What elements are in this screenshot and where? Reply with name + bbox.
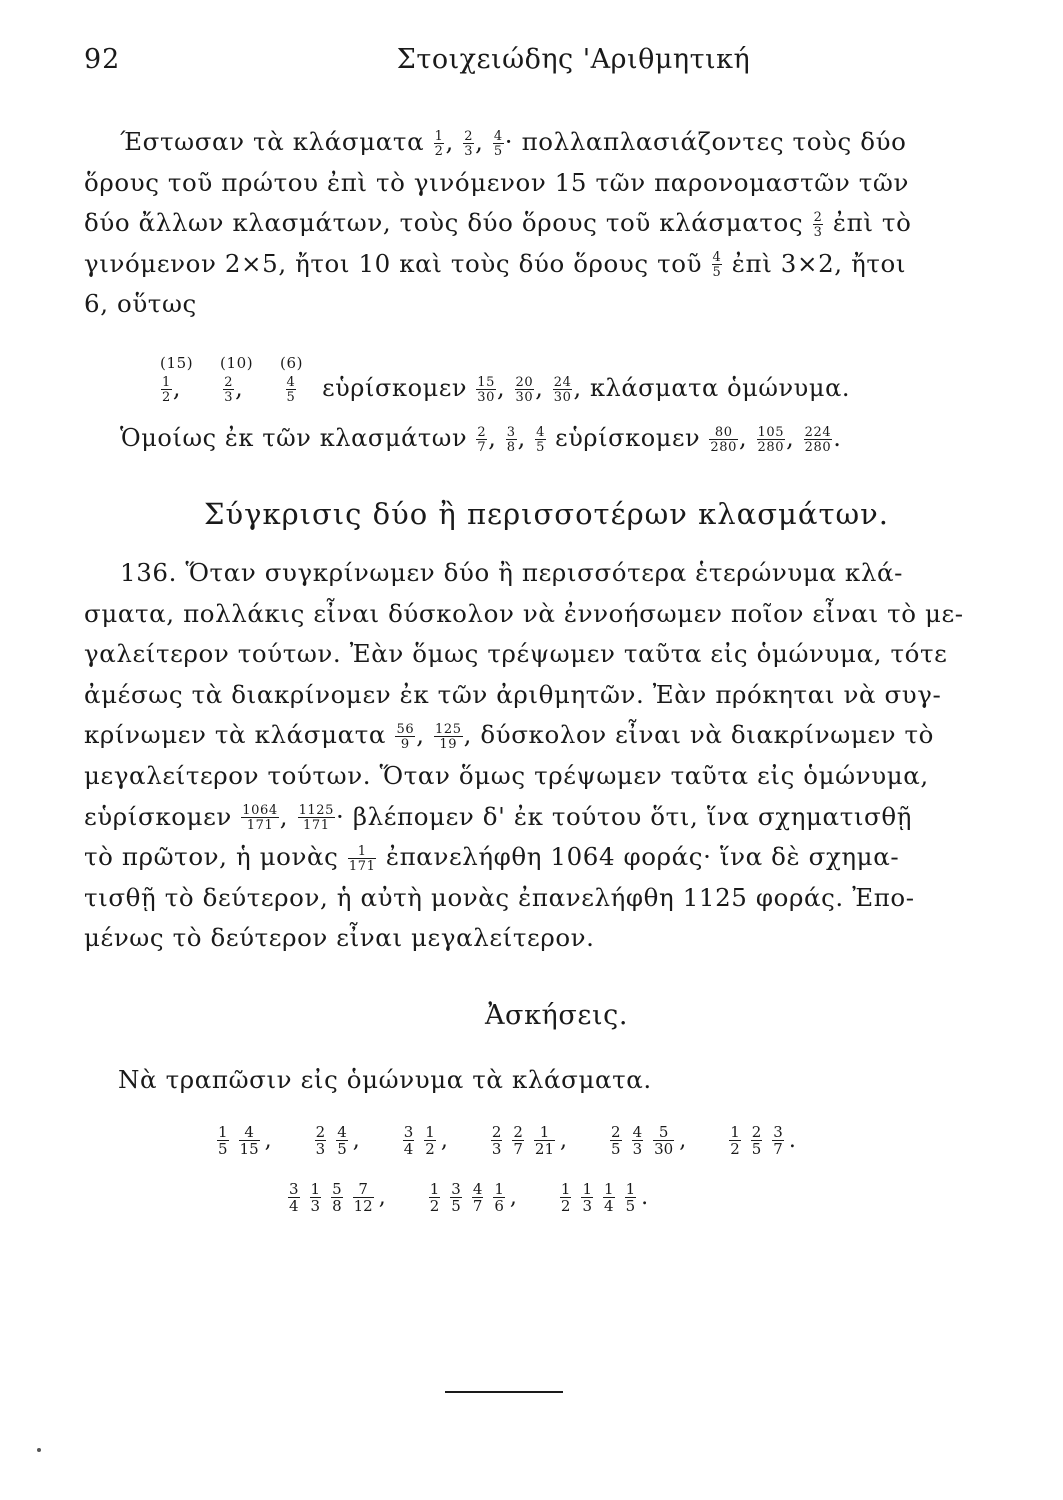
text-line: Έστωσαν τὰ κλάσματα $\frac{1}{2}$ , $\frac{2}{3}$ , $\frac{4}{5}$ · πολλαπλασιάζοντες τοὺς δύο xyxy=(120,127,907,159)
text-line: σματα, πολλάκις εἶναι δύσκολον νὰ ἐννοήσωμεν ποῖον εἶναι τὸ με- xyxy=(84,598,964,628)
exercises-title: Ἀσκήσεις. xyxy=(484,1000,629,1031)
fraction: $\frac{15}{30}$ xyxy=(477,374,496,405)
paragraph-136 xyxy=(84,553,1044,959)
fraction: $\frac{1}{3}$ xyxy=(582,1180,593,1215)
fraction: $\frac{1}{2}$ xyxy=(425,1123,435,1158)
fraction: $\frac{5}{8}$ xyxy=(332,1180,342,1215)
fraction: $\frac{1}{6}$ xyxy=(494,1180,504,1215)
fraction: $\frac{3}{4}$ xyxy=(403,1123,414,1158)
fraction: $\frac{1}{171}$ xyxy=(348,843,376,874)
fraction: $\frac{2}{3}$ xyxy=(813,209,823,240)
fraction: $\frac{224}{280}$ xyxy=(804,424,832,455)
fraction: $\frac{24}{30}$ xyxy=(553,374,572,405)
section-title: Σύγκρισις δύο ἢ περισσοτέρων κλασμάτων. xyxy=(203,497,889,531)
page-number: 92 xyxy=(84,44,121,75)
exercise-group: $\frac{1}{2}$ $\frac{3}{5}$ $\frac{4}{7}$ $\frac{1}{6}$ , xyxy=(429,1180,517,1215)
exercise-group: $\frac{2}{3}$ $\frac{4}{5}$ , xyxy=(315,1123,360,1158)
fraction: $\frac{3}{5}$ xyxy=(451,1180,461,1215)
running-title: Στοιχειώδης 'Αριθμητική xyxy=(396,44,751,75)
exercise-group: $\frac{2}{5}$ $\frac{4}{3}$ $\frac{5}{30}$ , xyxy=(611,1123,687,1158)
exercise-group: $\frac{3}{4}$ $\frac{1}{2}$ , xyxy=(403,1123,448,1158)
exercise-group: $\frac{1}{5}$ $\frac{4}{15}$ , xyxy=(218,1123,272,1158)
text-line: γαλείτερον τούτων. Ἐὰν ὅμως τρέψωμεν ταῦτα εἰς ὁμώνυμα, τότε xyxy=(84,639,948,669)
exercises-intro: Νὰ τραπῶσιν εἰς ὁμώνυμα τὰ κλάσματα. xyxy=(118,1065,652,1094)
text-line: μένως τὸ δεύτερον εἶναι μεγαλείτερον. xyxy=(84,923,595,953)
equation-line-2: Ὁμοίως ἐκ τῶν κλασμάτων $\frac{2}{7}$ , $\frac{3}{8}$ , $\frac{4}{5}$ εὑρίσκομεν $\frac{80}{280}$ , $\frac{105}{280}$ , $\frac{224}{280}$ . xyxy=(120,424,842,455)
fraction: $\frac{20}{30}$ xyxy=(515,374,534,405)
fraction: $\frac{1}{2}$ xyxy=(560,1180,571,1215)
multiplier-row: (15) (10) (6) xyxy=(160,354,304,372)
fraction: $\frac{4}{5}$ xyxy=(493,128,503,159)
text-line: 6, οὕτως xyxy=(84,289,197,319)
exercise-group: $\frac{1}{2}$ $\frac{2}{5}$ $\frac{3}{7}$ . xyxy=(730,1123,796,1158)
fraction: $\frac{1}{2}$ xyxy=(162,374,171,405)
fraction: $\frac{4}{5}$ xyxy=(337,1123,347,1158)
fraction: $\frac{7}{12}$ xyxy=(353,1180,373,1215)
fraction: $\frac{1}{2}$ xyxy=(429,1180,440,1215)
exercise-row-2 xyxy=(283,1182,686,1214)
fraction: $\frac{5}{30}$ xyxy=(654,1123,674,1158)
fraction: $\frac{80}{280}$ xyxy=(710,424,738,455)
text-line: ὅρους τοῦ πρώτου ἐπὶ τὸ γινόμενον 15 τῶν παρονομαστῶν τῶν xyxy=(84,167,909,197)
fraction: $\frac{2}{3}$ xyxy=(491,1123,502,1158)
print-speck xyxy=(37,1448,41,1452)
exercise-group: $\frac{1}{2}$ $\frac{1}{3}$ $\frac{1}{4}$ $\frac{1}{5}$ . xyxy=(560,1180,649,1215)
fraction: $\frac{2}{3}$ xyxy=(224,374,234,405)
fraction: $\frac{4}{5}$ xyxy=(712,250,722,281)
text-line: μεγαλείτερον τούτων. Ὅταν ὅμως τρέψωμεν ταῦτα εἰς ὁμώνυμα, xyxy=(84,760,929,790)
fraction: $\frac{3}{8}$ xyxy=(506,424,516,455)
text-line: τὸ πρῶτον, ἡ μονὰς $\frac{1}{171}$ ἐπανελήφθη 1064 φοράς· ἵνα δὲ σχημα- xyxy=(84,842,900,874)
fraction: $\frac{2}{5}$ xyxy=(611,1123,621,1158)
fraction: $\frac{2}{3}$ xyxy=(464,128,474,159)
fraction: $\frac{4}{5}$ xyxy=(536,424,545,455)
fraction: $\frac{3}{7}$ xyxy=(773,1123,783,1158)
text-line: κρίνωμεν τὰ κλάσματα $\frac{56}{9}$ , $\frac{125}{19}$ , δύσκολον εἶναι νὰ διακρίνωμεν τὸ xyxy=(84,720,935,752)
exercise-group: $\frac{3}{4}$ $\frac{1}{3}$ $\frac{5}{8}$ $\frac{7}{12}$ , xyxy=(289,1180,386,1215)
fraction: $\frac{4}{7}$ xyxy=(472,1180,483,1215)
fraction: $\frac{1}{5}$ xyxy=(218,1123,228,1158)
fraction: $\frac{125}{19}$ xyxy=(434,721,462,752)
fraction: $\frac{1125}{171}$ xyxy=(298,803,335,834)
text-line: γινόμενον 2×5, ἤτοι 10 καὶ τοὺς δύο ὅρους τοῦ $\frac{4}{5}$ ἐπὶ 3×2, ἤτοι xyxy=(84,248,907,281)
fraction: $\frac{2}{3}$ xyxy=(315,1123,326,1158)
fraction: $\frac{3}{4}$ xyxy=(289,1180,299,1215)
fraction: $\frac{1}{21}$ xyxy=(534,1123,555,1158)
fraction: $\frac{56}{9}$ xyxy=(396,721,415,752)
equation-line-1: $\frac{1}{2}$ , $\frac{2}{3}$ , $\frac{4}{5}$ εὑρίσκομεν $\frac{15}{30}$ , $\frac{20}{30}$ , $\frac{24}{30}$ , κλάσματα ὁμώνυμα. xyxy=(162,374,851,405)
text-line: ἀμέσως τὰ διακρίνομεν ἐκ τῶν ἀριθμητῶν. Ἐὰν πρόκηται νὰ συγ- xyxy=(84,679,942,709)
fraction: $\frac{1}{5}$ xyxy=(625,1180,636,1215)
fraction: $\frac{2}{7}$ xyxy=(477,424,487,455)
text-line: δύο ἄλλων κλασμάτων, τοὺς δύο ὅρους τοῦ κλάσματος $\frac{2}{3}$ ἐπὶ τὸ xyxy=(84,208,912,240)
fraction: $\frac{105}{280}$ xyxy=(757,424,785,455)
exercise-group: $\frac{2}{3}$ $\frac{2}{7}$ $\frac{1}{21}$ , xyxy=(491,1123,568,1158)
fraction: $\frac{2}{7}$ xyxy=(513,1123,523,1158)
page-header xyxy=(84,44,1023,84)
text-line: 136. Ὅταν συγκρίνωμεν δύο ἢ περισσότερα ἑτερώνυμα κλά- xyxy=(120,558,903,587)
text-line: τισθῇ τὸ δεύτερον, ἡ αὐτὴ μονὰς ἐπανελήφθη 1125 φοράς. Ἐπο- xyxy=(84,882,915,912)
fraction: $\frac{1}{4}$ xyxy=(604,1180,614,1215)
fraction: $\frac{1}{2}$ xyxy=(730,1123,740,1158)
fraction: $\frac{4}{3}$ xyxy=(632,1123,643,1158)
end-rule xyxy=(445,1391,563,1393)
fraction: $\frac{4}{15}$ xyxy=(239,1123,259,1158)
fraction: $\frac{1064}{171}$ xyxy=(242,803,278,834)
paragraph-intro xyxy=(84,122,1044,325)
fraction: $\frac{1}{2}$ xyxy=(434,128,444,159)
text-line: εὑρίσκομεν $\frac{1064}{171}$ , $\frac{1125}{171}$ · βλέπομεν δ' ἐκ τούτου ὅτι, ἵνα σχηματισθῇ xyxy=(84,801,913,834)
fraction: $\frac{2}{5}$ xyxy=(751,1123,762,1158)
fraction: $\frac{1}{3}$ xyxy=(310,1180,321,1215)
fraction: $\frac{4}{5}$ xyxy=(286,374,296,405)
exercise-row-1 xyxy=(212,1125,834,1157)
